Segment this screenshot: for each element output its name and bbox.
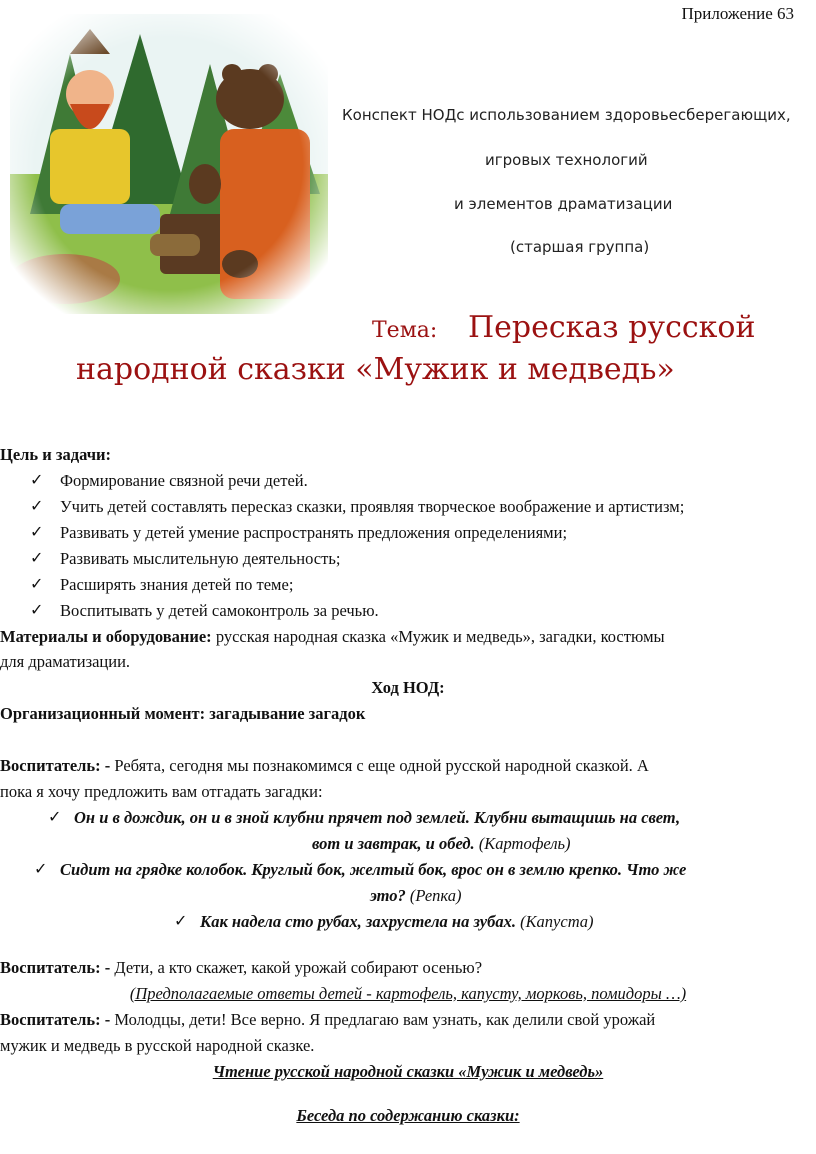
materials-label: Материалы и оборудование: — [0, 627, 212, 646]
intro-line-2: пока я хочу предложить вам отгадать загадки: — [0, 782, 323, 801]
intro-line-1: Воспитатель: - Ребята, сегодня мы познакомимся с еще одной русской народной сказкой. А — [0, 756, 649, 775]
subtitle-line-1: Конспект НОДс использованием здоровьесберегающих, — [342, 106, 791, 124]
topic-line-1: Пересказ русской — [468, 310, 756, 345]
materials-line-2: для драматизации. — [0, 652, 131, 671]
materials-line-1: Материалы и оборудование: русская народная сказка «Мужик и медведь», загадки, костюмы — [0, 627, 665, 646]
riddle-1-end: вот и завтрак, и обед. (Картофель) — [312, 834, 571, 853]
list-item: ✓ Учить детей составлять пересказ сказки, проявляя творческое воображение и артистизм; — [30, 497, 685, 516]
riddle-2-end: это? (Репка) — [370, 886, 462, 905]
list-item: ✓ Формирование связной речи детей. — [30, 471, 308, 490]
riddle-2: ✓ Сидит на грядке колобок. Круглый бок, желтый бок, врос он в землю крепко. Что же — [34, 860, 687, 879]
riddle-3: ✓ Как надела сто рубах, захрустела на зубах. (Капуста) — [174, 912, 594, 931]
conversation-heading: Беседа по содержанию сказки: — [296, 1106, 520, 1125]
check-icon: ✓ — [30, 472, 44, 489]
subtitle-line-4: (старшая группа) — [510, 238, 650, 256]
reading-heading: Чтение русской народной сказки «Мужик и медведь» — [212, 1062, 604, 1081]
teacher-label: Воспитатель: - — [0, 1010, 111, 1029]
check-icon: ✓ — [30, 524, 44, 541]
subtitle-line-3: и элементов драматизации — [454, 195, 673, 213]
goals-heading: Цель и задачи: — [0, 445, 112, 464]
riddle-1: ✓ Он и в дождик, он и в зной клубни прячет под землей. Клубни вытащишь на свет, — [48, 808, 681, 827]
org-moment-heading: Организационный момент: загадывание загадок — [0, 704, 366, 723]
praise-line-2: мужик и медведь в русской народной сказке. — [0, 1036, 315, 1055]
fairy-tale-illustration — [10, 14, 328, 314]
list-item: ✓ Развивать у детей умение распространять предложения определениями; — [30, 523, 568, 542]
appendix-number: Приложение 63 — [681, 4, 794, 23]
check-icon: ✓ — [48, 809, 62, 826]
expected-answers: (Предполагаемые ответы детей - картофель, капусту, морковь, помидоры …) — [129, 984, 687, 1003]
question-line: Воспитатель: - Дети, а кто скажет, какой урожай собирают осенью? — [0, 958, 483, 977]
check-icon: ✓ — [30, 498, 44, 515]
list-item: ✓ Воспитывать у детей самоконтроль за речью. — [30, 601, 379, 620]
check-icon: ✓ — [30, 550, 44, 567]
topic-label: Тема: — [372, 318, 438, 343]
subtitle-line-2: игровых технологий — [485, 151, 648, 169]
check-icon: ✓ — [30, 602, 44, 619]
teacher-label: Воспитатель: - — [0, 756, 111, 775]
teacher-label: Воспитатель: - — [0, 958, 111, 977]
list-item: ✓ Развивать мыслительную деятельность; — [30, 549, 341, 568]
topic-line-2: народной сказки «Мужик и медведь» — [76, 352, 675, 387]
list-item: ✓ Расширять знания детей по теме; — [30, 575, 294, 594]
check-icon: ✓ — [34, 861, 48, 878]
course-heading: Ход НОД: — [371, 678, 445, 697]
praise-line-1: Воспитатель: - Молодцы, дети! Все верно. Я предлагаю вам узнать, как делили свой урожай — [0, 1010, 656, 1029]
check-icon: ✓ — [30, 576, 44, 593]
check-icon: ✓ — [174, 913, 188, 930]
